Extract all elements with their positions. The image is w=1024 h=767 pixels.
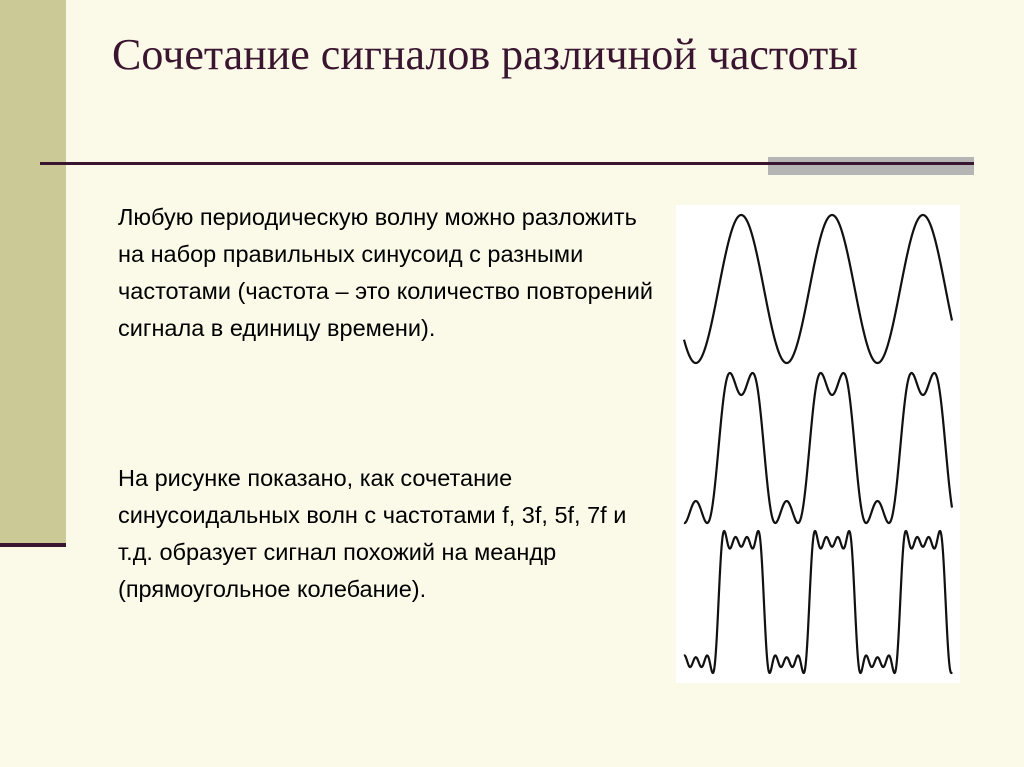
left-band-rule (0, 543, 66, 547)
paragraph-square-wave: На рисунке показано, как сочетание синусоидальных волн с частотами f, 3f, 5f, 7f и т.д. образует сигнал похожий на меандр (прямоугольное колебание). (118, 465, 627, 602)
wave-f-3f-5f-7f (684, 531, 952, 673)
left-accent-band (0, 0, 66, 545)
fundamental-wave (684, 215, 952, 363)
waveform-figure (676, 205, 960, 683)
paragraph-decomposition: Любую периодическую волну можно разложить на набор правильных синусоид с разными частотами (частота – это количество повторений сигнала в единицу времени). (118, 204, 653, 341)
slide-title: Сочетание сигналов различной частоты (112, 30, 858, 79)
wave-f-3f (684, 373, 952, 523)
waveform-svg (676, 205, 960, 683)
title-divider-grey-bars (768, 157, 974, 175)
